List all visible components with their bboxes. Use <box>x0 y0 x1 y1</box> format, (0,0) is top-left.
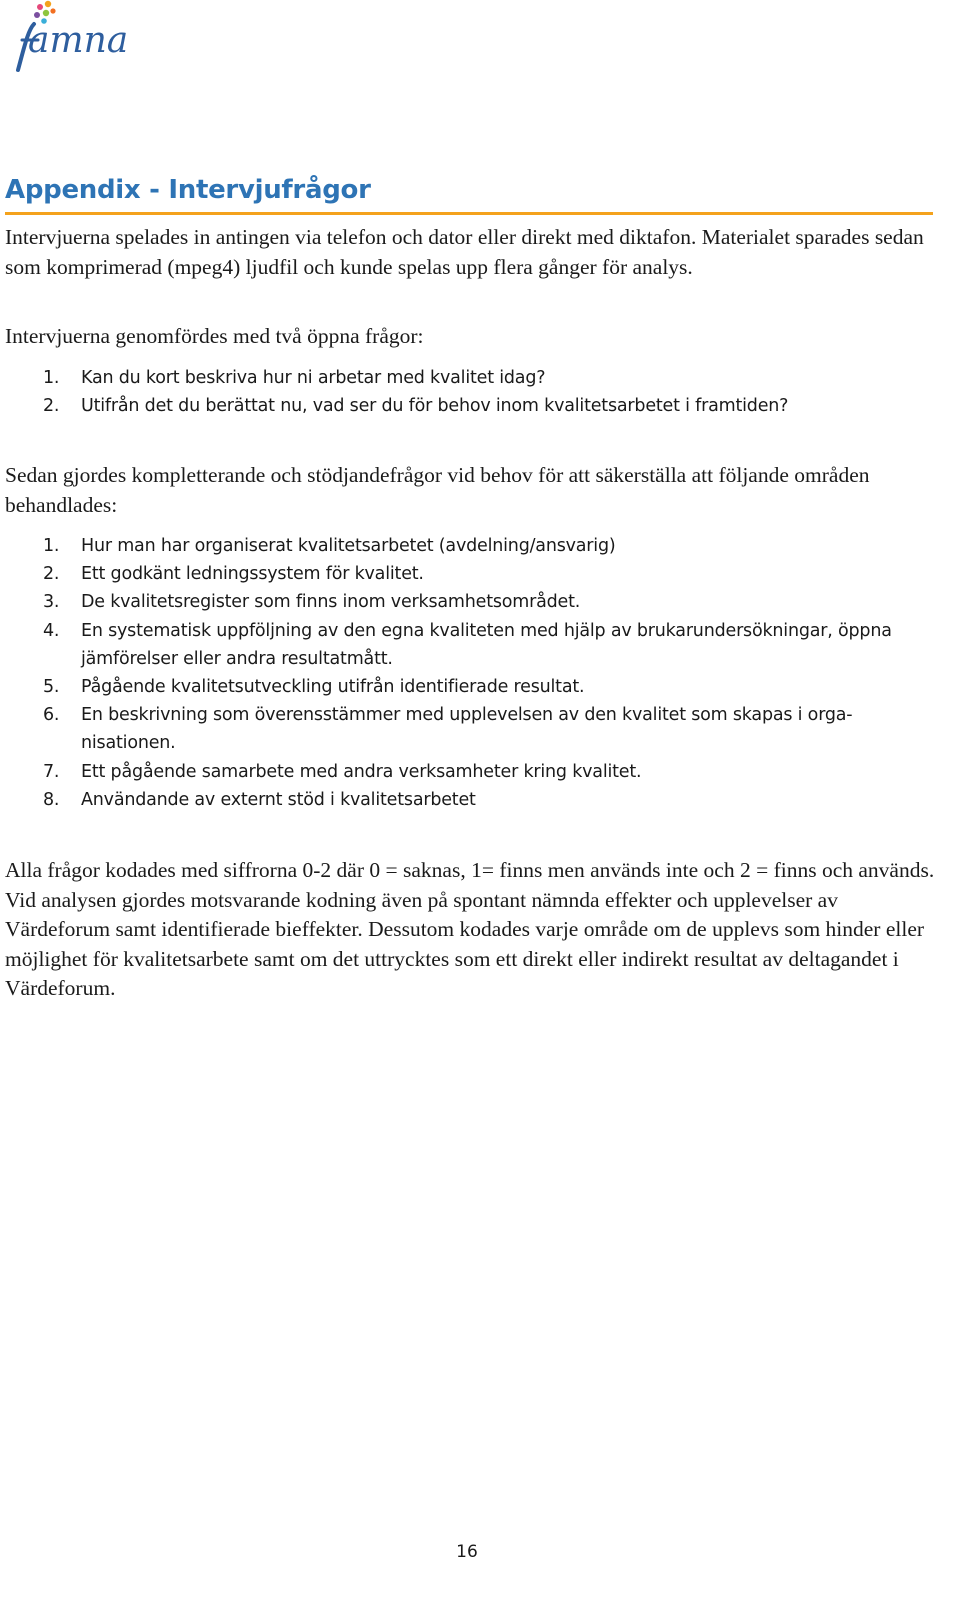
list-item <box>5 364 935 392</box>
list-item <box>5 758 935 786</box>
list-text: Ett godkänt ledningssystem för kvalitet. <box>81 564 424 585</box>
list-text: Hur man har organiserat kvalitetsarbetet (avdelning/ansvarig) <box>81 536 616 556</box>
list-number: 4. <box>43 620 60 641</box>
heading-underline <box>5 212 933 215</box>
list-text: En beskrivning som överensstämmer med upplevelsen av den kvalitet som skapas i orga-nisationen. <box>81 705 853 754</box>
list-text: Användande av externt stöd i kvalitetsarbetet <box>81 789 476 810</box>
list-number: 7. <box>43 761 60 782</box>
list-item <box>5 560 935 588</box>
list-number: 1. <box>43 536 60 556</box>
list-item <box>5 701 935 757</box>
list-number: 1. <box>43 368 60 388</box>
list-item <box>5 588 935 616</box>
list-item <box>5 786 935 814</box>
questions-intro-paragraph: Intervjuerna genomfördes med två öppna frågor: <box>5 324 424 348</box>
list-number: 8. <box>43 789 60 810</box>
coding-paragraph: Alla frågor kodades med siffrorna 0-2 där 0 = saknas, 1= finns men används inte och 2 = finns och används. Vid analysen gjordes motsvarande kodning även på spontant nämnda effekter och upplevelser av Värdeforum samt identifierade bieffekter. Dessutom kodades varje område om de upplevs som hinder eller möjlighet för kvalitetsarbete samt om det uttrycktes som ett direkt eller indirekt resultat av deltagandet i Värdeforum. <box>5 858 935 1000</box>
list-item <box>5 532 935 560</box>
page-number: 16 <box>456 1542 478 1562</box>
list-item <box>5 392 935 420</box>
list-number: 2. <box>43 564 60 585</box>
list-number: 2. <box>43 396 60 417</box>
list-text: Kan du kort beskriva hur ni arbetar med kvalitet idag? <box>81 368 546 388</box>
intro-paragraph: Intervjuerna spelades in antingen via telefon och dator eller direkt med diktafon. Materialet sparades sedan som komprimerad (mpeg4) ljudfil och kunde spelas upp flera gånger för analys. <box>5 225 924 279</box>
page-title: Appendix - Intervjufrågor <box>5 175 371 205</box>
list-number: 6. <box>43 705 60 726</box>
list-text: Pågående kvalitetsutveckling utifrån identifierade resultat. <box>81 677 585 698</box>
famna-logo <box>4 0 134 76</box>
list-item <box>5 673 935 701</box>
list-number: 3. <box>43 592 60 613</box>
list-text: Ett pågående samarbete med andra verksamheter kring kvalitet. <box>81 761 642 782</box>
list-text: De kvalitetsregister som finns inom verksamhetsområdet. <box>81 592 581 613</box>
list-text: En systematisk uppföljning av den egna kvaliteten med hjälp av brukarundersökningar, öppna jämförelser eller andra resultatmått. <box>81 620 892 669</box>
list-item <box>5 617 935 673</box>
list-text: Utifrån det du berättat nu, vad ser du för behov inom kvalitetsarbetet i framtiden? <box>81 396 789 417</box>
logo-wordmark: amna <box>28 20 129 61</box>
list-number: 5. <box>43 677 60 698</box>
open-questions-list <box>5 364 935 420</box>
areas-list <box>5 532 935 814</box>
followup-intro-paragraph: Sedan gjordes kompletterande och stödjandefrågor vid behov för att säkerställa att följande områden behandlades: <box>5 463 870 517</box>
